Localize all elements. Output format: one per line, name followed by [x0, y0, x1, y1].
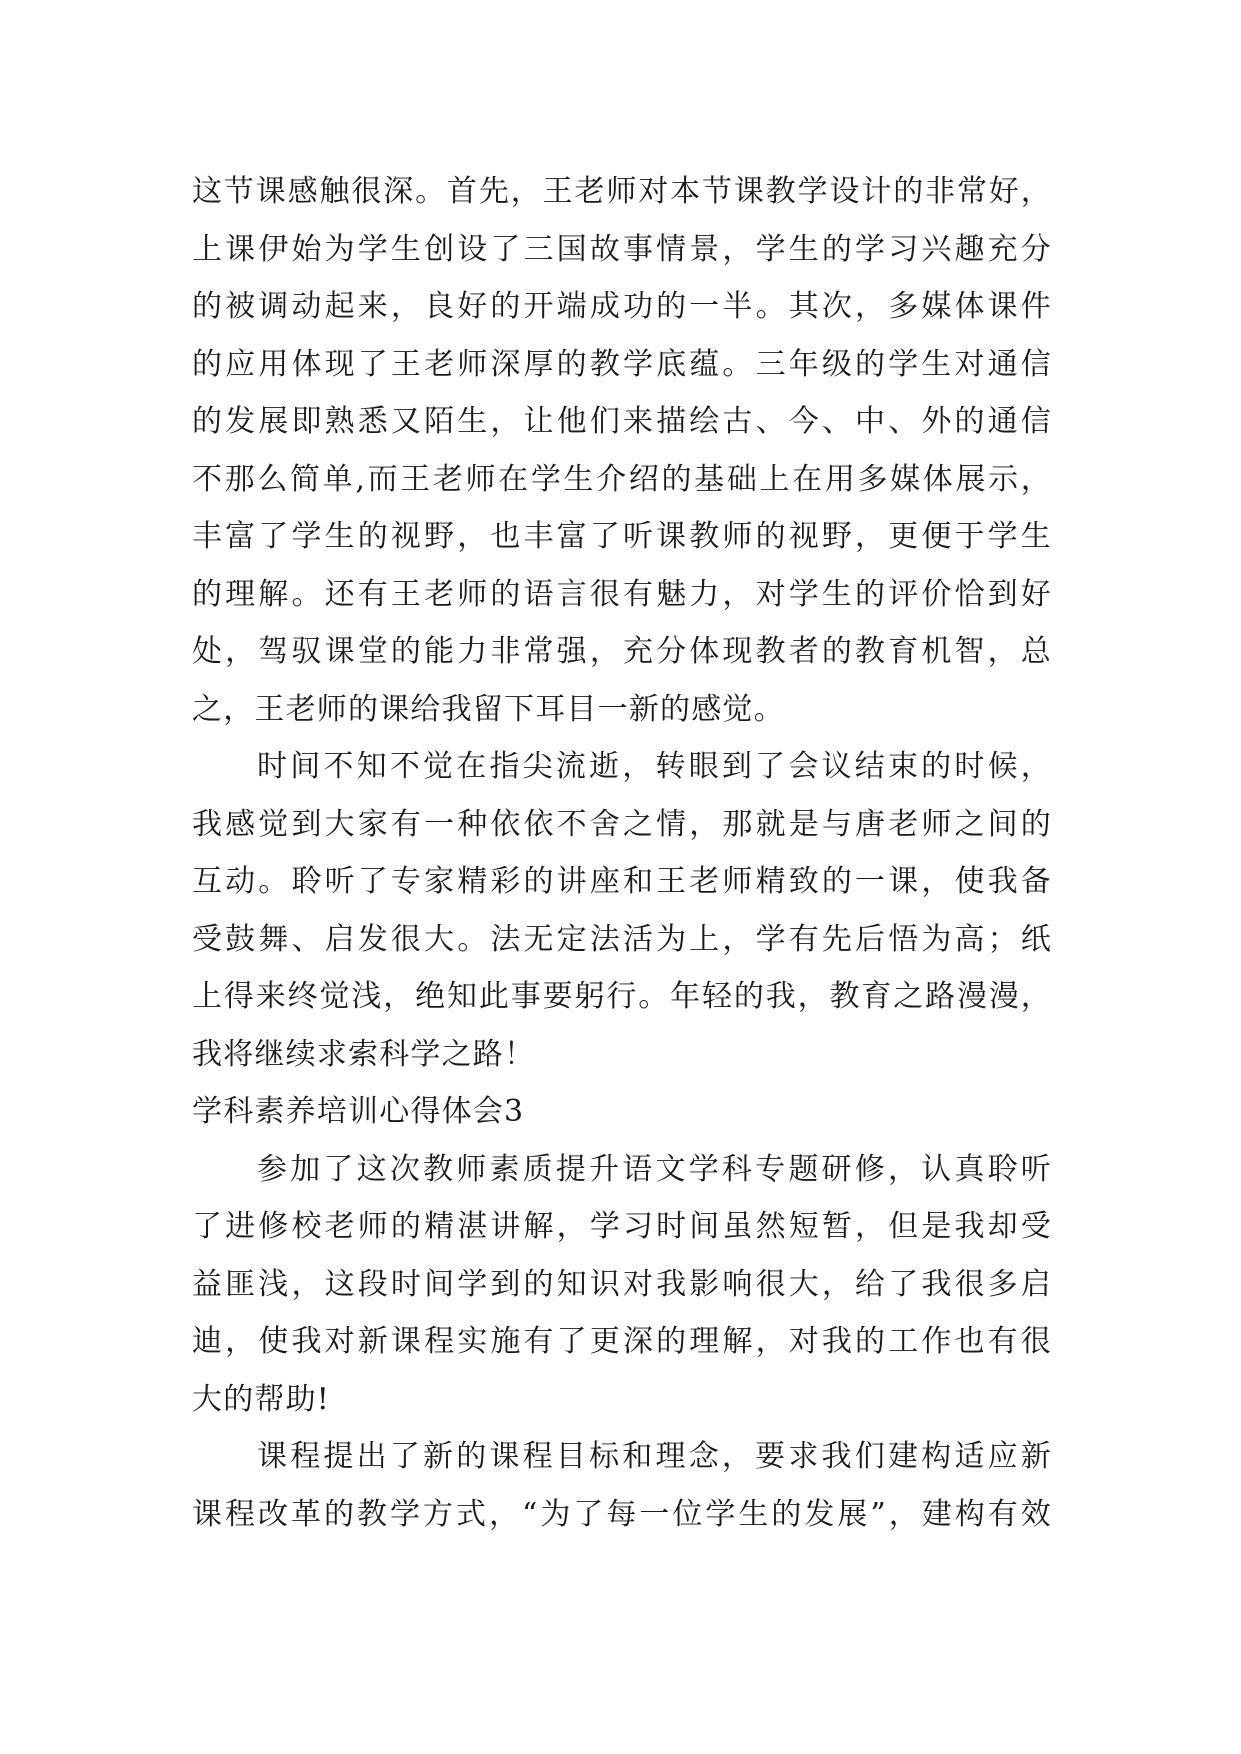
text-line: 之，王老师的课给我留下耳目一新的感觉。	[192, 691, 785, 727]
text-line: 处，驾驭课堂的能力非常强，充分体现教者的教育机智，总	[192, 634, 1052, 669]
text-line: 课程改革的教学方式，“为了每一位学生的发展”，建构有效	[192, 1496, 1052, 1532]
text-line: 的被调动起来，良好的开端成功的一半。其次，多媒体课件	[192, 289, 1052, 324]
text-line: 上课伊始为学生创设了三国故事情景，学生的学习兴趣充分	[192, 231, 1052, 267]
document-body	[192, 163, 1052, 1543]
text-line: 迪，使我对新课程实施有了更深的理解，对我的工作也有很	[192, 1324, 1052, 1359]
text-line: 上得来终觉浅，绝知此事要躬行。年轻的我，教育之路漫漫，	[192, 979, 1052, 1014]
text-line: 大的帮助!	[192, 1381, 331, 1417]
text-line: 的理解。还有王老师的语言很有魅力，对学生的评价恰到好	[192, 576, 1052, 612]
text-line: 丰富了学生的视野，也丰富了听课教师的视野，更便于学生	[192, 519, 1052, 554]
text-line: 我将继续求索科学之路！	[192, 1036, 536, 1072]
text-line: 了进修校老师的精湛讲解，学习时间虽然短暂，但是我却受	[192, 1209, 1052, 1244]
section-heading: 学科素养培训心得体会3	[192, 1094, 525, 1129]
text-line: 的应用体现了王老师深厚的教学底蕴。三年级的学生对通信	[192, 346, 1052, 382]
text-line: 互动。聆听了专家精彩的讲座和王老师精致的一课，使我备	[192, 864, 1052, 899]
paragraph-start-line: 时间不知不觉在指尖流逝，转眼到了会议结束的时候，	[257, 749, 1052, 784]
text-line: 受鼓舞、启发很大。法无定法活为上，学有先后悟为高；纸	[192, 921, 1052, 957]
text-line: 益匪浅，这段时间学到的知识对我影响很大，给了我很多启	[192, 1266, 1052, 1302]
text-line: 这节课感触很深。首先，王老师对本节课教学设计的非常好，	[192, 174, 1052, 209]
text-line: 不那么简单,而王老师在学生介绍的基础上在用多媒体展示，	[192, 461, 1052, 497]
text-line: 的发展即熟悉又陌生，让他们来描绘古、今、中、外的通信	[192, 404, 1052, 439]
text-line: 我感觉到大家有一种依依不舍之情，那就是与唐老师之间的	[192, 806, 1052, 842]
paragraph-start-line: 课程提出了新的课程目标和理念，要求我们建构适应新	[257, 1439, 1052, 1474]
paragraph-start-line: 参加了这次教师素质提升语文学科专题研修，认真聆听	[257, 1151, 1052, 1187]
